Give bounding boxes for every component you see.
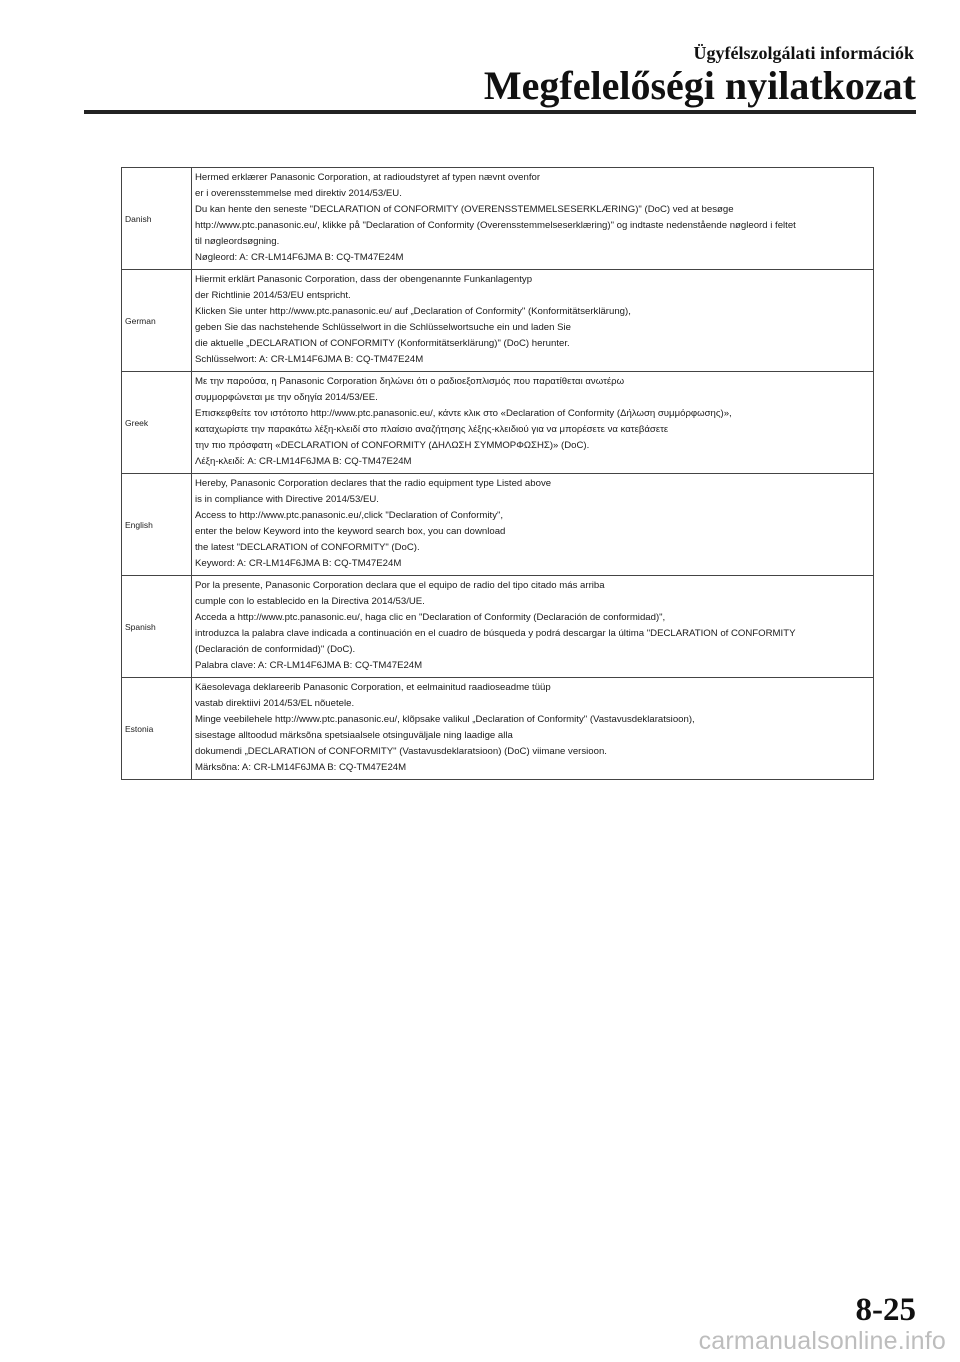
declaration-table	[121, 167, 874, 780]
header-divider	[84, 110, 916, 114]
declaration-line: the latest "DECLARATION of CONFORMITY" (DoC).	[195, 542, 420, 553]
declaration-text	[192, 372, 874, 474]
declaration-line: Palabra clave: A: CR-LM14F6JMA B: CQ-TM47E24M	[195, 660, 423, 671]
declaration-line: Hermed erklærer Panasonic Corporation, at radioudstyret af typen nævnt ovenfor	[195, 172, 541, 183]
declaration-line: Käesolevaga deklareerib Panasonic Corporation, et eelmainitud raadioseadme tüüp	[195, 682, 551, 693]
language-label: English	[122, 474, 192, 576]
declaration-row-spanish	[122, 576, 874, 678]
language-label: German	[122, 270, 192, 372]
declaration-row-estonia	[122, 678, 874, 780]
language-label: Estonia	[122, 678, 192, 780]
declaration-row-english	[122, 474, 874, 576]
declaration-line: enter the below Keyword into the keyword search box, you can download	[195, 526, 506, 537]
declaration-line: (Declaración de conformidad)" (DoC).	[195, 644, 356, 655]
declaration-line: συμμορφώνεται με την οδηγία 2014/53/ΕΕ.	[195, 392, 378, 403]
declaration-line: Access to http://www.ptc.panasonic.eu/,click "Declaration of Conformity",	[195, 510, 504, 521]
declaration-line: geben Sie das nachstehende Schlüsselwort in die Schlüsselwortsuche ein und laden Sie	[195, 322, 571, 333]
declaration-line: την πιο πρόσφατη «DECLARATION of CONFORMITY (ΔΗΛΩΣΗ ΣΥΜΜΟΡΦΩΣΗΣ)» (DoC).	[195, 440, 590, 451]
declaration-text	[192, 168, 874, 270]
declaration-line: er i overensstemmelse med direktiv 2014/53/EU.	[195, 188, 402, 199]
declaration-line: Schlüsselwort: A: CR-LM14F6JMA B: CQ-TM47E24M	[195, 354, 424, 365]
declaration-line: Hiermit erklärt Panasonic Corporation, dass der obengenannte Funkanlagentyp	[195, 274, 533, 285]
declaration-line: dokumendi „DECLARATION of CONFORMITY" (Vastavusdeklaratsioon) (DoC) viimane versioon.	[195, 746, 607, 757]
language-label: Spanish	[122, 576, 192, 678]
declaration-line: introduzca la palabra clave indicada a continuación en el cuadro de búsqueda y podrá descargar la última "DECLARATION of CONFORMITY	[195, 628, 796, 639]
declaration-line: Du kan hente den seneste "DECLARATION of CONFORMITY (OVERENSSTEMMELSESERKLÆRING)" (DoC) ved at besøge	[195, 204, 734, 215]
declaration-line: der Richtlinie 2014/53/EU entspricht.	[195, 290, 351, 301]
declaration-line: καταχωρίστε την παρακάτω λέξη-κλειδί στο πλαίσιο αναζήτησης λέξης-κλειδιού για να μπορέσετε να κατεβάσετε	[195, 424, 669, 435]
declaration-line: Por la presente, Panasonic Corporation declara que el equipo de radio del tipo citado más arriba	[195, 580, 605, 591]
declaration-line: Minge veebilehele http://www.ptc.panasonic.eu/, klõpsake valikul „Declaration of Conformity" (Vastavusdeklaratsioon),	[195, 714, 695, 725]
declaration-line: Klicken Sie unter http://www.ptc.panasonic.eu/ auf „Declaration of Conformity" (Konformitätserklärung),	[195, 306, 631, 317]
declaration-line: http://www.ptc.panasonic.eu/, klikke på "Declaration of Conformity (Overensstemmelseserklæring)" og indtaste nedenstående nøgleord i feltet	[195, 220, 796, 231]
declaration-text	[192, 678, 874, 780]
declaration-text	[192, 474, 874, 576]
declaration-line: cumple con lo establecido en la Directiva 2014/53/UE.	[195, 596, 425, 607]
declaration-row-german	[122, 270, 874, 372]
declaration-text	[192, 270, 874, 372]
declaration-line: Λέξη-κλειδί: A: CR-LM14F6JMA B: CQ-TM47E24M	[195, 456, 412, 467]
declaration-line: die aktuelle „DECLARATION of CONFORMITY (Konformitätserklärung)" (DoC) herunter.	[195, 338, 570, 349]
declaration-row-danish	[122, 168, 874, 270]
declaration-line: Επισκεφθείτε τον ιστότοπο http://www.ptc.panasonic.eu/, κάντε κλικ στο «Declaration of Conformity (Δήλωση συμμόρφωσης)»,	[195, 408, 732, 419]
declaration-line: sisestage alltoodud märksõna spetsiaalsele otsinguväljale ning laadige alla	[195, 730, 513, 741]
declaration-line: Acceda a http://www.ptc.panasonic.eu/, haga clic en "Declaration of Conformity (Declaración de conformidad)",	[195, 612, 666, 623]
declaration-line: Nøgleord: A: CR-LM14F6JMA B: CQ-TM47E24M	[195, 252, 404, 263]
language-label: Danish	[122, 168, 192, 270]
declaration-line: til nøgleordsøgning.	[195, 236, 280, 247]
declaration-row-greek	[122, 372, 874, 474]
declaration-line: Hereby, Panasonic Corporation declares that the radio equipment type Listed above	[195, 478, 552, 489]
declaration-line: Märksõna: A: CR-LM14F6JMA B: CQ-TM47E24M	[195, 762, 407, 773]
section-title: Ügyfélszolgálati információk	[693, 43, 914, 63]
declaration-line: Με την παρούσα, η Panasonic Corporation δηλώνει ότι ο ραδιοεξοπλισμός που παρατίθεται ανωτέρω	[195, 376, 625, 387]
declaration-line: is in compliance with Directive 2014/53/EU.	[195, 494, 379, 505]
declaration-line: vastab direktiivi 2014/53/EL nõuetele.	[195, 698, 355, 709]
declaration-line: Keyword: A: CR-LM14F6JMA B: CQ-TM47E24M	[195, 558, 402, 569]
declaration-text	[192, 576, 874, 678]
page-number: 8-25	[855, 1292, 916, 1328]
language-label: Greek	[122, 372, 192, 474]
page-title: Megfelelőségi nyilatkozat	[483, 63, 916, 108]
watermark-text: carmanualsonline.info	[698, 1327, 946, 1355]
